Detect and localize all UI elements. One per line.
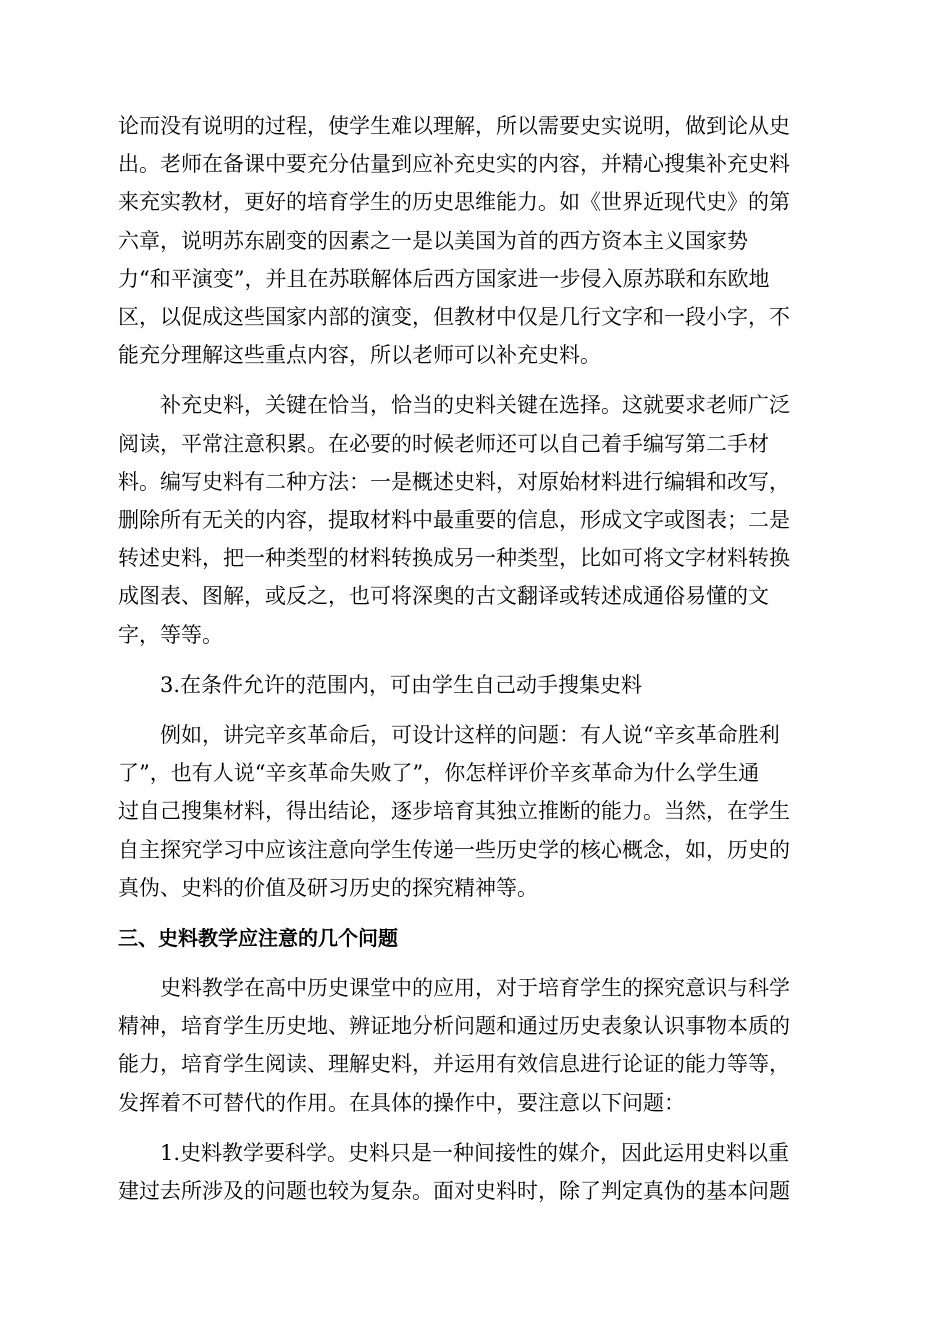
paragraph-gap [118,374,832,386]
paragraph-gap [118,907,832,919]
text-line: 删除所有无关的内容，提取材料中最重要的信息，形成文字或图表；二是 [118,508,790,533]
text-line: 3.在条件允许的范围内，可由学生自己动手搜集史料 [160,672,643,697]
paragraph-supplement-facts [118,107,832,374]
subheading-point-3 [118,666,832,704]
text-line: 出。老师在备课中要充分估量到应补充史实的内容，并精心搜集补充史料 [118,152,790,177]
text-line: 阅读，平常注意积累。在必要的时候老师还可以自己着手编写第二手材 [118,431,769,456]
text-line: 例如，讲完辛亥革命后，可设计这样的问题：有人说“辛亥革命胜利 [160,723,780,748]
text-line: 补充史料，关键在恰当，恰当的史料关键在选择。这就要求老师广泛 [160,393,790,418]
text-line: 建过去所涉及的问题也较为复杂。面对史料时，除了判定真伪的基本问题 [118,1179,790,1204]
paragraph-section-intro [118,969,832,1122]
text-line: 自主探究学习中应该注意向学生传递一些历史学的核心概念，如，历史的 [118,837,790,862]
text-line: 发挥着不可替代的作用。在具体的操作中，要注意以下问题： [118,1090,685,1115]
paragraph-gap [118,654,832,666]
paragraph-gap [118,957,832,969]
text-line: 了”，也有人说“辛亥革命失败了”，你怎样评价辛亥革命为什么学生通 [118,761,760,786]
text-line: 字，等等。 [118,622,223,647]
paragraph-gap [118,704,832,716]
text-line: 能力，培育学生阅读、理解史料，并运用有效信息进行论证的能力等等， [118,1052,790,1077]
text-line: 六章，说明苏东剧变的因素之一是以美国为首的西方资本主义国家势 [118,228,748,253]
paragraph-xinhai-example [118,716,832,907]
text-line: 过自己搜集材料，得出结论，逐步培育其独立推断的能力。当然，在学生 [118,799,790,824]
text-line: 能充分理解这些重点内容，所以老师可以补充史料。 [118,343,601,368]
text-line: 真伪、史料的价值及研习历史的探究精神等。 [118,875,538,900]
document-page [118,107,832,1210]
text-line: 区，以促成这些国家内部的演变，但教材中仅是几行文字和一段小字，不 [118,305,790,330]
section-heading: 三、史料教学应注意的几个问题 [118,926,398,951]
paragraph-select-materials [118,386,832,653]
text-line: 成图表、图解，或反之，也可将深奥的古文翻译或转述成通俗易懂的文 [118,584,769,609]
text-line: 来充实教材，更好的培育学生的历史思维能力。如《世界近现代史》的第 [118,190,790,215]
text-line: 转述史料，把一种类型的材料转换成另一种类型，比如可将文字材料转换 [118,546,790,571]
paragraph-point-1 [118,1134,832,1210]
text-line: 料。编写史料有二种方法：一是概述史料，对原始材料进行编辑和改写， [118,469,790,494]
text-line: 力“和平演变”，并且在苏联解体后西方国家进一步侵入原苏联和东欧地 [118,266,770,291]
paragraph-gap [118,1122,832,1134]
text-line: 精神，培育学生历史地、辨证地分析问题和通过历史表象认识事物本质的 [118,1014,790,1039]
text-line: 1.史料教学要科学。史料只是一种间接性的媒介，因此运用史料以重 [160,1140,790,1165]
text-line: 论而没有说明的过程，使学生难以理解，所以需要史实说明，做到论从史 [118,114,790,138]
text-line: 史料教学在高中历史课堂中的应用，对于培育学生的探究意识与科学 [160,976,790,1001]
